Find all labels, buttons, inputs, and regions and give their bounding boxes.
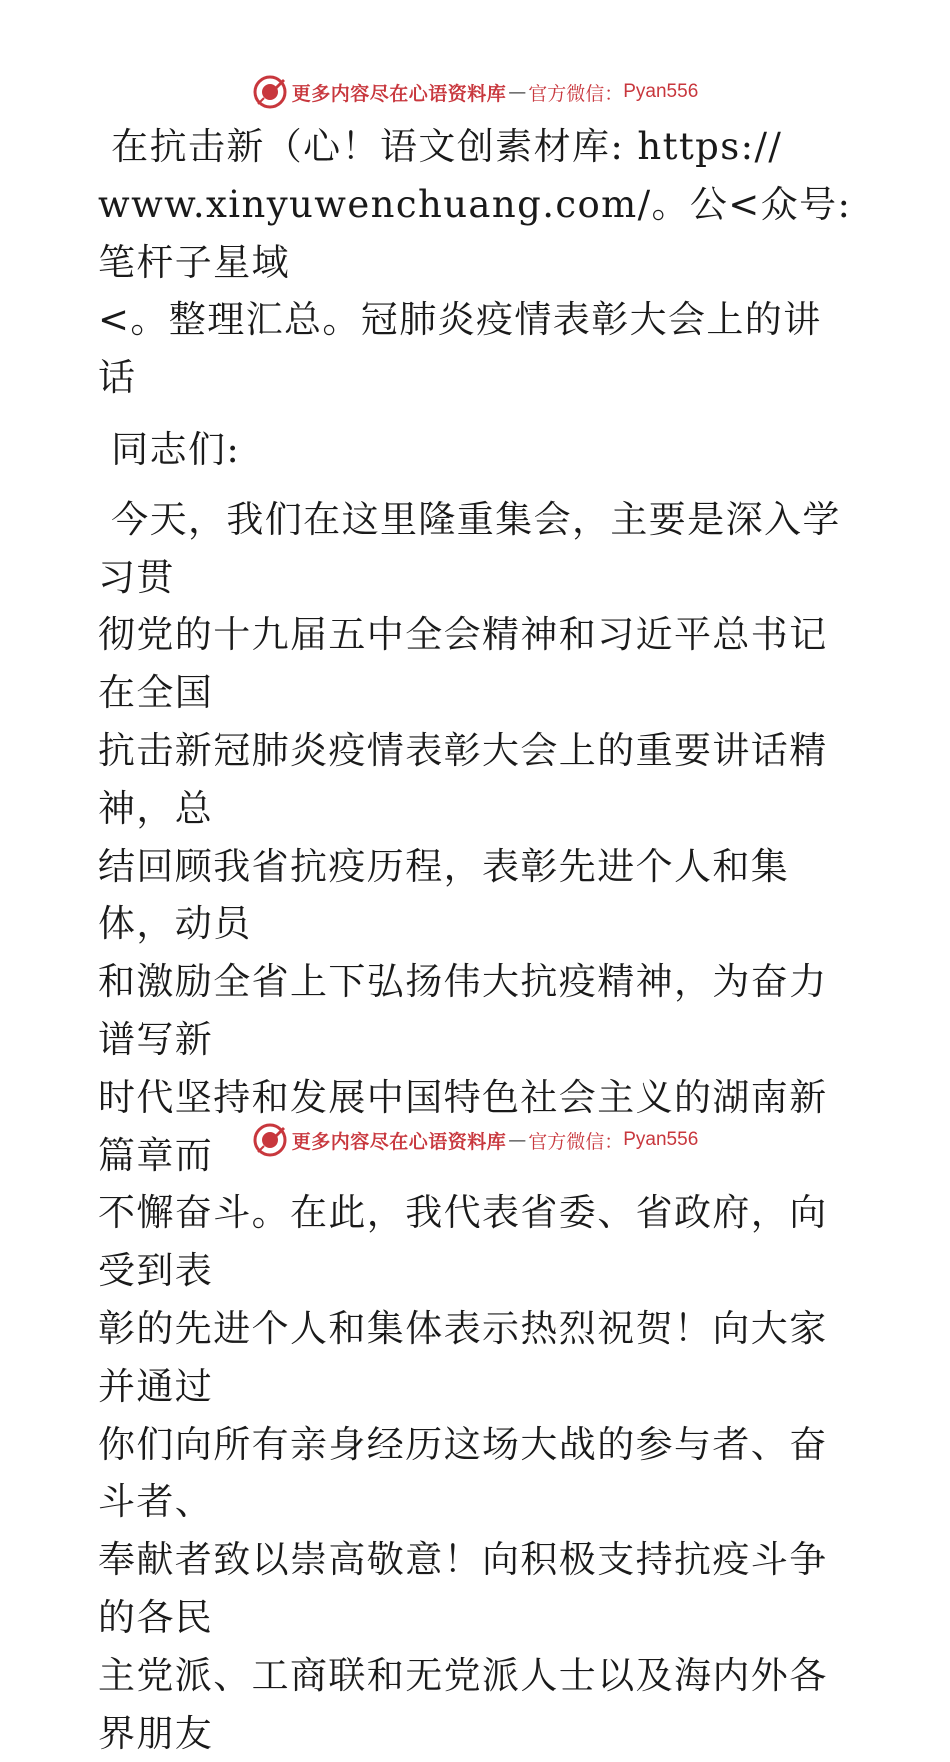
banner-title: 更多内容尽在心语资料库 [291, 82, 507, 105]
banner-separator: — [508, 81, 527, 103]
banner-wechat-label: 官方微信： [528, 82, 624, 105]
banner-title: 更多内容尽在心语资料库 [291, 1130, 507, 1153]
banner-wechat-label: 官方微信： [528, 1130, 624, 1153]
brand-logo-icon [252, 74, 288, 110]
banner-separator: — [508, 1129, 527, 1151]
body-paragraph: 今天，我们在这里隆重集会，主要是深入学习贯 彻党的十九届五中全会精神和习近平总书记在全国 抗击新冠肺炎疫情表彰大会上的重要讲话精神，总 结回顾我省抗疫历程，表彰先进个人和集体，动员 和激励全省上下弘扬伟大抗疫精神，为奋力谱写新 时代坚持和发展中国特色社会主义的湖南新篇章而 不懈奋斗。在此，我代表省委、省政府，向受到表 彰的先进个人和集体表示热烈祝贺！向大家并通过 你们向所有亲身经历这场大战的参与者、奋斗者、 奉献者致以崇高敬意！向积极支持抗疫斗争的各民 主党派、工商联和无党派人士以及海内外各界朋友 [98, 497, 841, 1755]
document-title: 在抗击新（心！语文创素材库: https:// www.xinyuwenchuang.com/。公<众号: 笔杆子星域 <。整理汇总。冠肺炎疫情表彰大会上的讲话 [98, 125, 852, 400]
document-body [98, 118, 858, 1762]
brand-logo-icon [252, 1122, 288, 1158]
footer-banner [0, 1120, 950, 1160]
salutation: 同志们: [98, 427, 241, 471]
banner-wechat-id: Pyan556 [623, 81, 699, 102]
banner-wechat-id: Pyan556 [623, 1129, 699, 1150]
header-banner [0, 72, 950, 112]
